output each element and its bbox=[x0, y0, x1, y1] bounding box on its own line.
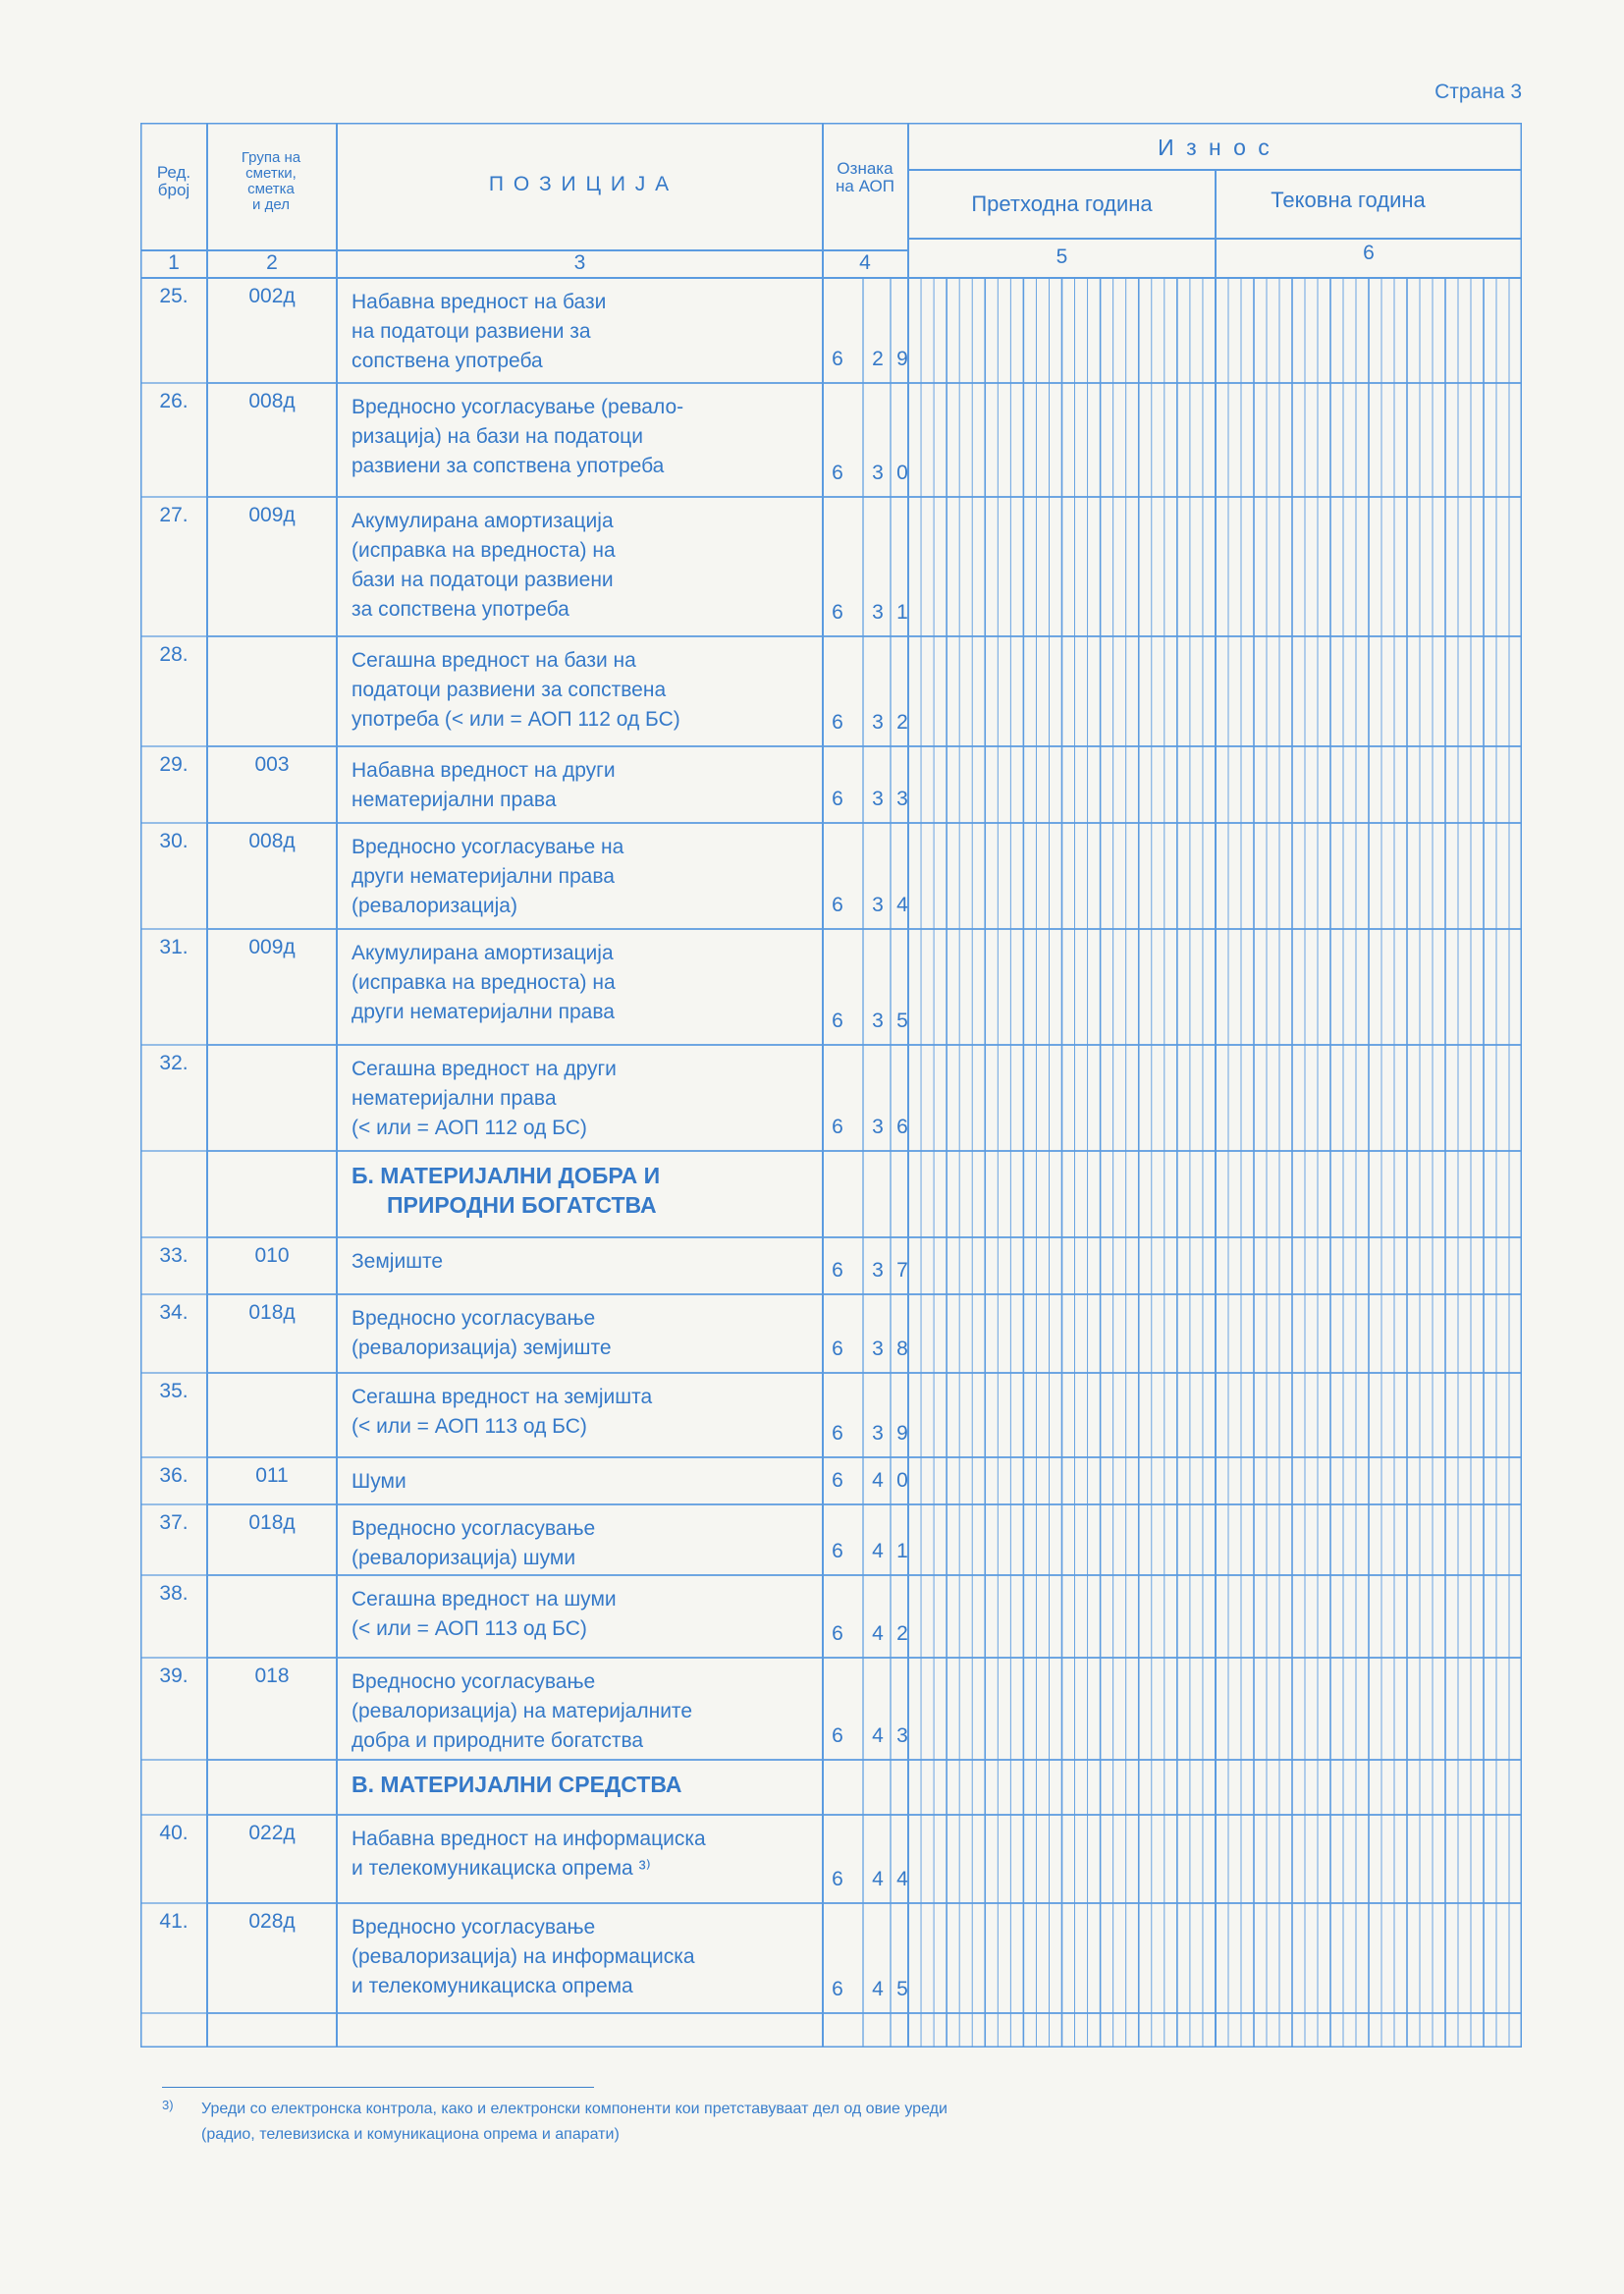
row-number: 38. bbox=[159, 1582, 189, 1605]
aop-digit: 6 bbox=[832, 788, 843, 810]
row-number: 29. bbox=[159, 753, 189, 776]
position-text bbox=[352, 1247, 443, 1277]
row-number: 32. bbox=[159, 1052, 189, 1074]
aop-digit: 3 bbox=[872, 1010, 884, 1032]
header-position: П О З И Ц И Ј А bbox=[488, 173, 672, 195]
account-group: 018д bbox=[248, 1511, 296, 1534]
position-text-line: Акумулирана амортизација bbox=[352, 942, 614, 964]
aop-digit: 6 bbox=[832, 1724, 843, 1747]
aop-digit: 0 bbox=[896, 1469, 908, 1492]
row-number: 36. bbox=[159, 1464, 189, 1487]
account-group: 003 bbox=[254, 753, 290, 776]
position-text-line: (< или = АОП 113 од БС) bbox=[352, 1617, 587, 1640]
aop-digit: 4 bbox=[872, 1868, 884, 1890]
aop-digit: 1 bbox=[896, 1540, 908, 1562]
aop-digit: 3 bbox=[896, 788, 908, 810]
aop-digit: 3 bbox=[872, 711, 884, 734]
position-text bbox=[352, 288, 606, 376]
header-previous-year: Претходна година bbox=[971, 191, 1153, 216]
aop-digit: 6 bbox=[832, 1978, 843, 2000]
position-text-line: (< или = АОП 113 од БС) bbox=[352, 1415, 587, 1438]
account-group: 018д bbox=[248, 1301, 296, 1324]
header-amount: И з н о с bbox=[1158, 135, 1272, 160]
aop-digit: 6 bbox=[832, 1010, 843, 1032]
aop-digit: 3 bbox=[872, 601, 884, 624]
aop-digit: 8 bbox=[896, 1338, 908, 1360]
account-group: 002д bbox=[248, 285, 296, 307]
section-heading-line: Б. МАТЕРИЈАЛНИ ДОБРА И bbox=[352, 1163, 661, 1188]
table-grid bbox=[140, 123, 1522, 2048]
position-text-line: сопствена употреба bbox=[352, 350, 543, 372]
header-aop-code: Ознака на АОП bbox=[836, 159, 894, 195]
account-group: 008д bbox=[248, 830, 296, 852]
position-text bbox=[352, 1913, 695, 2001]
account-group: 008д bbox=[248, 390, 296, 412]
row-number: 28. bbox=[159, 643, 189, 666]
aop-digit: 7 bbox=[896, 1259, 908, 1282]
aop-digit: 1 bbox=[896, 601, 908, 624]
footnote-rule bbox=[162, 2087, 594, 2088]
aop-digit: 3 bbox=[872, 1422, 884, 1445]
position-text-line: Набавна вредност на бази bbox=[352, 291, 607, 313]
aop-digit: 6 bbox=[832, 1259, 843, 1282]
aop-digit: 4 bbox=[896, 1868, 908, 1890]
aop-digit: 6 bbox=[832, 1116, 843, 1138]
aop-digit: 4 bbox=[872, 1469, 884, 1492]
position-text bbox=[352, 1383, 652, 1442]
aop-digit: 2 bbox=[872, 348, 884, 370]
aop-digit: 0 bbox=[896, 462, 908, 484]
section-heading bbox=[352, 1161, 660, 1220]
position-text-line: (ревалоризација) bbox=[352, 895, 517, 917]
position-text-line: (ревалоризација) на материјалните bbox=[352, 1700, 692, 1722]
aop-digit: 3 bbox=[872, 462, 884, 484]
aop-digit: 9 bbox=[896, 348, 908, 370]
position-text-line: Сегашна вредност на бази на bbox=[352, 649, 636, 672]
aop-digit: 6 bbox=[832, 1868, 843, 1890]
position-text bbox=[352, 646, 680, 735]
position-text-line: Вредносно усогласување bbox=[352, 1517, 596, 1540]
position-text bbox=[352, 1304, 612, 1363]
account-group: 018 bbox=[254, 1665, 290, 1687]
row-number: 41. bbox=[159, 1910, 189, 1933]
position-text bbox=[352, 1825, 706, 1884]
row-number: 31. bbox=[159, 936, 189, 958]
header-row-no: Ред. број bbox=[156, 163, 191, 199]
account-group: 022д bbox=[248, 1822, 296, 1844]
aop-digit: 6 bbox=[832, 1540, 843, 1562]
position-text-line: (исправка на вредноста) на bbox=[352, 539, 616, 562]
aop-digit: 3 bbox=[872, 788, 884, 810]
row-number: 39. bbox=[159, 1665, 189, 1687]
position-text bbox=[352, 507, 616, 625]
position-text-line: Вредносно усогласување (ревало- bbox=[352, 396, 684, 418]
row-number: 25. bbox=[159, 285, 189, 307]
aop-digit: 4 bbox=[896, 894, 908, 916]
position-text-line: и телекомуникациска опрема ³⁾ bbox=[352, 1857, 651, 1880]
account-group: 011 bbox=[255, 1464, 289, 1487]
header-current-year: Тековна година bbox=[1271, 188, 1426, 212]
footnote-line-2: (радио, телевизиска и комуникациона опрема и апарати) bbox=[201, 2126, 620, 2143]
aop-digit: 6 bbox=[832, 462, 843, 484]
position-text-line: Шуми bbox=[352, 1470, 406, 1493]
position-text-line: Вредносно усогласување bbox=[352, 1916, 596, 1939]
section-heading bbox=[352, 1770, 681, 1799]
header-account-group: Група на сметки, сметка и дел bbox=[241, 149, 301, 213]
position-text-line: други нематеријални права bbox=[352, 865, 615, 888]
aop-digit: 6 bbox=[832, 711, 843, 734]
aop-digit: 3 bbox=[872, 1338, 884, 1360]
position-text bbox=[352, 1667, 692, 1756]
row-number: 34. bbox=[159, 1301, 189, 1324]
position-text-line: на податоци развиени за bbox=[352, 320, 591, 343]
col-num-4: 4 bbox=[859, 251, 871, 274]
aop-digit: 6 bbox=[832, 1422, 843, 1445]
position-text bbox=[352, 1585, 617, 1644]
col-num-2: 2 bbox=[266, 251, 278, 274]
position-text-line: податоци развиени за сопствена bbox=[352, 679, 667, 701]
aop-digit: 4 bbox=[872, 1622, 884, 1645]
row-number: 27. bbox=[159, 504, 189, 526]
position-text-line: Вредносно усогласување на bbox=[352, 836, 624, 858]
page-number: Страна 3 bbox=[1435, 81, 1522, 103]
col-num-3: 3 bbox=[573, 251, 586, 274]
position-text-line: Сегашна вредност на шуми bbox=[352, 1588, 617, 1611]
section-heading-line: ПРИРОДНИ БОГАТСТВА bbox=[387, 1192, 657, 1218]
account-group: 010 bbox=[254, 1244, 290, 1267]
col-num-5: 5 bbox=[1056, 246, 1068, 268]
position-text-line: добра и природните богатства bbox=[352, 1729, 644, 1752]
section-heading-line: В. МАТЕРИЈАЛНИ СРЕДСТВА bbox=[352, 1772, 682, 1797]
form-table bbox=[140, 123, 1522, 2048]
aop-digit: 2 bbox=[896, 711, 908, 734]
footnote bbox=[162, 2097, 1340, 2148]
footnote-mark: 3) bbox=[162, 2098, 174, 2112]
account-group: 009д bbox=[248, 936, 296, 958]
row-number: 35. bbox=[159, 1380, 189, 1402]
position-text-line: развиени за сопствена употреба bbox=[352, 455, 665, 477]
col-num-1: 1 bbox=[168, 251, 180, 274]
position-text bbox=[352, 1055, 617, 1143]
aop-digit: 6 bbox=[832, 894, 843, 916]
row-number: 37. bbox=[159, 1511, 189, 1534]
position-text-line: Сегашна вредност на земјишта bbox=[352, 1386, 653, 1408]
position-text-line: и телекомуникациска опрема bbox=[352, 1975, 633, 1997]
aop-digit: 3 bbox=[896, 1724, 908, 1747]
position-text-line: (ревалоризација) земјиште bbox=[352, 1337, 612, 1359]
aop-digit: 6 bbox=[832, 1469, 843, 1492]
position-text-line: (< или = АОП 112 од БС) bbox=[352, 1117, 587, 1139]
aop-digit: 6 bbox=[896, 1116, 908, 1138]
aop-digit: 6 bbox=[832, 348, 843, 370]
aop-digit: 6 bbox=[832, 1338, 843, 1360]
aop-digit: 3 bbox=[872, 894, 884, 916]
aop-digit: 6 bbox=[832, 601, 843, 624]
aop-digit: 4 bbox=[872, 1540, 884, 1562]
position-text-line: нематеријални права bbox=[352, 1087, 557, 1110]
position-text-line: (ревалоризација) шуми bbox=[352, 1547, 576, 1569]
position-text-line: Вредносно усогласување bbox=[352, 1670, 596, 1693]
position-text-line: Сегашна вредност на други bbox=[352, 1058, 617, 1080]
position-text-line: други нематеријални права bbox=[352, 1001, 615, 1023]
col-num-6: 6 bbox=[1363, 242, 1375, 264]
position-text-line: (исправка на вредноста) на bbox=[352, 971, 616, 994]
aop-digit: 5 bbox=[896, 1978, 908, 2000]
account-group: 009д bbox=[248, 504, 296, 526]
footnote-line-1: Уреди со електронска контрола, како и електронски компоненти кои претставуваат дел од овие уреди bbox=[201, 2101, 947, 2117]
position-text-line: ризација) на бази на податоци bbox=[352, 425, 643, 448]
row-number: 30. bbox=[159, 830, 189, 852]
aop-digit: 3 bbox=[872, 1259, 884, 1282]
aop-digit: 6 bbox=[832, 1622, 843, 1645]
position-text bbox=[352, 393, 683, 481]
position-text-line: за сопствена употреба bbox=[352, 598, 569, 621]
aop-digit: 5 bbox=[896, 1010, 908, 1032]
position-text-line: Набавна вредност на други bbox=[352, 759, 616, 782]
position-text bbox=[352, 756, 616, 815]
aop-digit: 4 bbox=[872, 1724, 884, 1747]
position-text bbox=[352, 939, 616, 1027]
position-text-line: (ревалоризација) на информациска bbox=[352, 1945, 695, 1968]
aop-digit: 2 bbox=[896, 1622, 908, 1645]
position-text-line: Акумулирана амортизација bbox=[352, 510, 614, 532]
position-text bbox=[352, 1514, 595, 1573]
position-text-line: употреба (< или = АОП 112 од БС) bbox=[352, 708, 680, 731]
aop-digit: 3 bbox=[872, 1116, 884, 1138]
position-text-line: Земјиште bbox=[352, 1250, 444, 1273]
row-number: 26. bbox=[159, 390, 189, 412]
row-number: 40. bbox=[159, 1822, 189, 1844]
position-text-line: Вредносно усогласување bbox=[352, 1307, 596, 1330]
position-text-line: бази на податоци развиени bbox=[352, 569, 614, 591]
row-number: 33. bbox=[159, 1244, 189, 1267]
position-text-line: нематеријални права bbox=[352, 789, 557, 811]
position-text bbox=[352, 833, 623, 921]
account-group: 028д bbox=[248, 1910, 296, 1933]
position-text-line: Набавна вредност на информациска bbox=[352, 1828, 706, 1850]
aop-digit: 9 bbox=[896, 1422, 908, 1445]
aop-digit: 4 bbox=[872, 1978, 884, 2000]
position-text bbox=[352, 1467, 406, 1497]
